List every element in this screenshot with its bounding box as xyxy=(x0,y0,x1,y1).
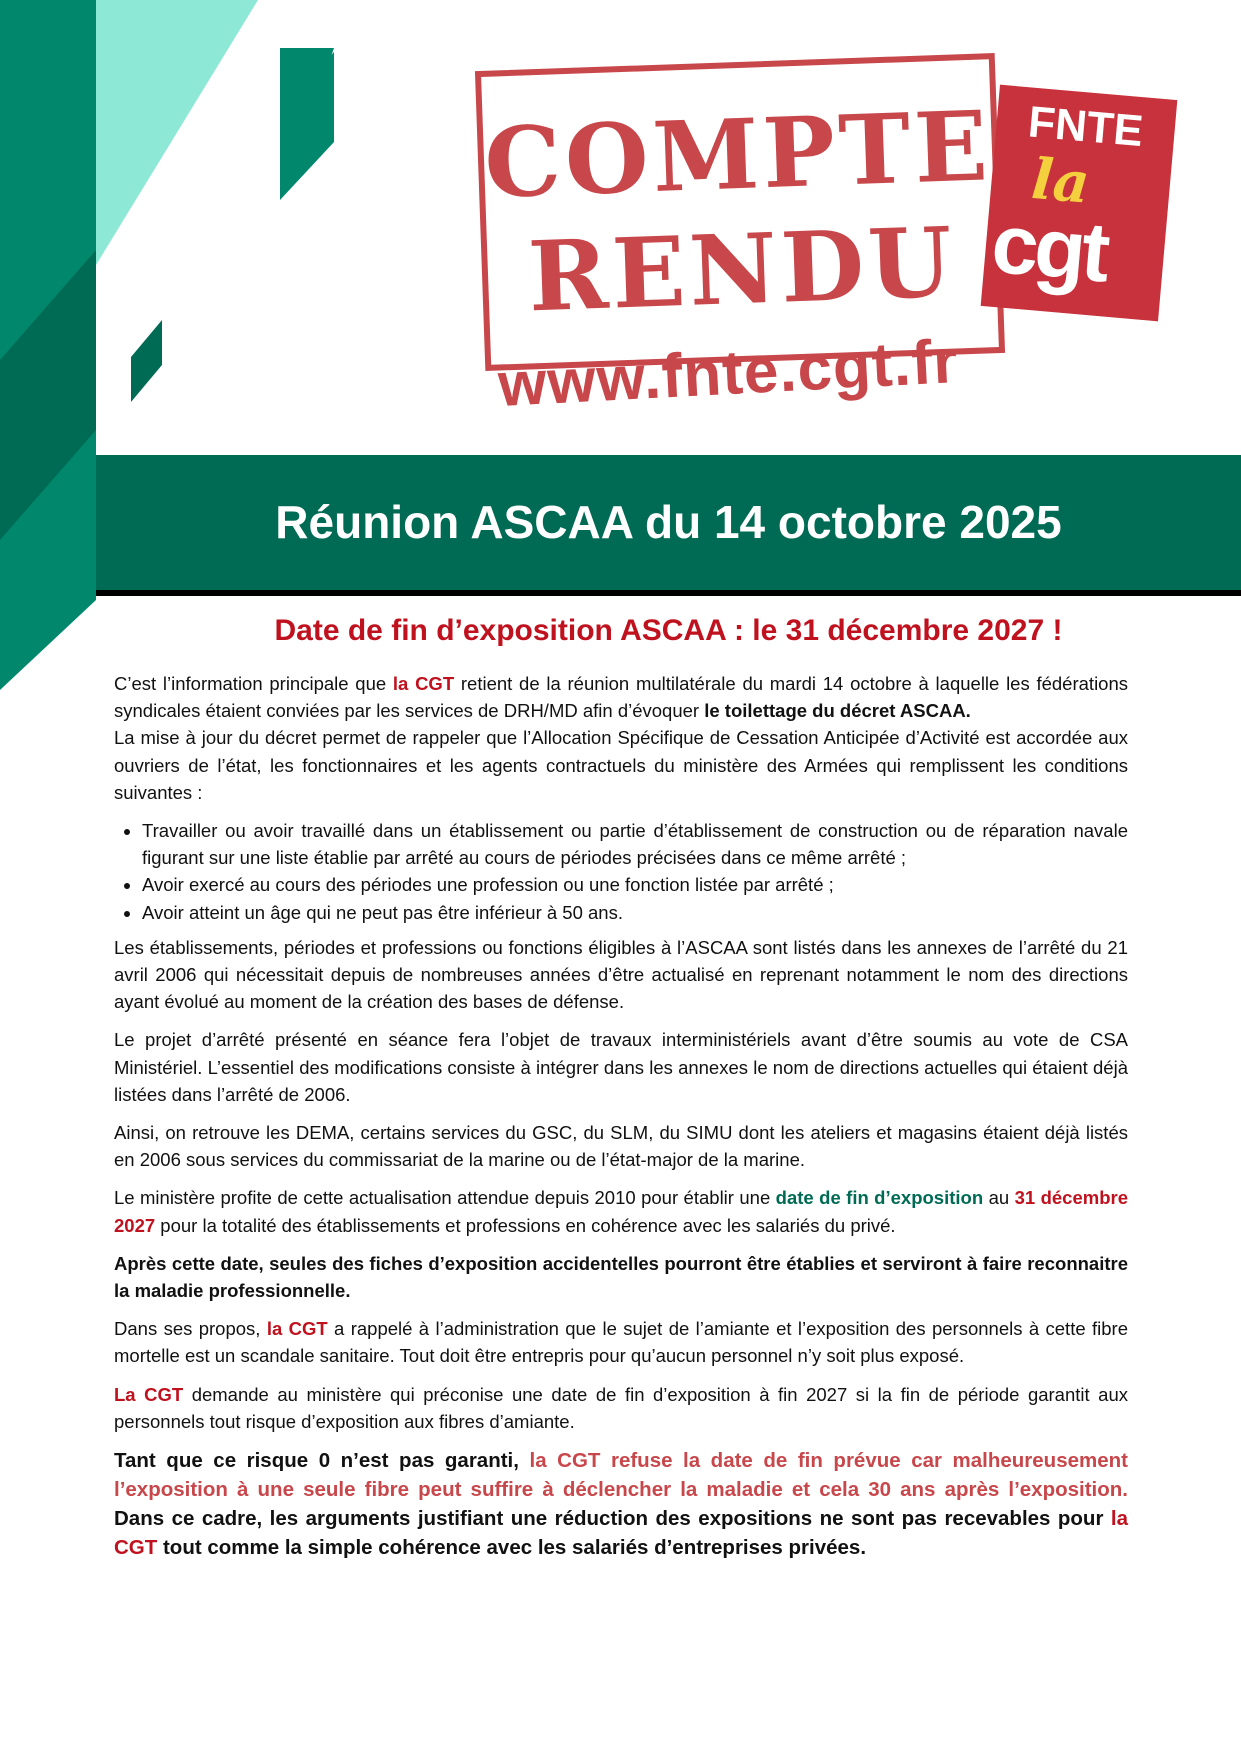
logo-cgt: cgt xyxy=(988,195,1110,300)
paragraph xyxy=(114,1381,1128,1435)
text-segment: la CGT refuse la date de fin prévue car malheureusement l’exposition à une seule fibre peut suffire à déclencher la maladie et cela 30 ans après l’exposition. xyxy=(114,1449,1128,1502)
page-title: Réunion ASCAA du 14 octobre 2025 xyxy=(275,496,1062,548)
paragraph xyxy=(114,1250,1128,1304)
text-segment: La mise à jour du décret permet de rappeler que l’Allocation Spécifique de Cessation Anticipée d’Activité est accordée aux ouvriers de l’état, les fonctionnaires et les agents contractuels du ministère des Armées qui remplissent les conditions suivantes : xyxy=(114,727,1128,803)
text-segment: 31 décembre 2027 xyxy=(114,1187,1128,1236)
text-segment: pour la totalité des établissements et professions en cohérence avec les salariés du privé. xyxy=(155,1214,896,1236)
text-segment: Le projet d’arrêté présenté en séance fera l’objet de travaux interministériels avant d’être soumis au vote de CSA Ministériel. L’essentiel des modifications consiste à intégrer dans les annexes le nom de directions actuelles qui étaient déjà listées dans l’arrêté de 2006. xyxy=(114,1029,1128,1105)
text-segment: la CGT xyxy=(266,1318,328,1340)
text-segment: la CGT xyxy=(392,673,455,694)
text-segment: Dans ses propos, xyxy=(114,1318,267,1340)
title-banner xyxy=(96,455,1241,596)
text-segment: Dans ce cadre, les arguments justifiant une réduction des expositions ne sont pas recevables pour xyxy=(114,1507,1111,1531)
stamp-line-2: RENDU xyxy=(526,205,958,334)
list-item: • Avoir atteint un âge qui ne peut pas être inférieur à 50 ans. xyxy=(142,899,1128,926)
paragraph xyxy=(114,1119,1128,1173)
intro-paragraphs xyxy=(114,670,1128,806)
compte-rendu-stamp xyxy=(475,53,1005,371)
list-item: • Avoir exercé au cours des périodes une profession ou une fonction listée par arrêté ; xyxy=(142,871,1128,898)
text-segment: Tant que ce risque 0 n’est pas garanti, xyxy=(114,1449,530,1473)
text-segment: a rappelé à l’administration que le sujet de l’amiante et l’exposition des personnels à cette fibre mortelle est un scandale sanitaire. Tout doit être entrepris pour qu’aucun personnel n’y soit plus exposé. xyxy=(114,1318,1128,1367)
fnte-cgt-logo xyxy=(981,85,1178,322)
stamp-line-1: COMPTE xyxy=(482,89,994,220)
logo-fnte: FNTE xyxy=(1026,97,1146,157)
text-segment: retient de la réunion multilatérale du mardi 14 octobre à laquelle les fédérations syndicales étaient conviées par les services de DRH/MD afin d’évoquer xyxy=(114,673,1129,722)
logo-la: la xyxy=(1029,145,1093,217)
paragraph xyxy=(114,724,1128,806)
paragraph xyxy=(114,1184,1128,1238)
text-segment: La CGT xyxy=(114,1383,184,1405)
text-segment: tout comme la simple cohérence avec les salariés d’entreprises privées. xyxy=(157,1536,867,1560)
text-segment: la CGT xyxy=(114,1507,1128,1560)
body-content xyxy=(114,670,1128,1573)
text-segment: C’est l’information principale que xyxy=(114,673,393,694)
text-segment: le toilettage du décret ASCAA. xyxy=(704,700,971,722)
list-item: • Travailler ou avoir travaillé dans un établissement ou partie d’établissement de construction ou de réparation navale figurant sur une liste établie par arrêté au cours de périodes précisées dans ce même arrêté ; xyxy=(142,817,1128,871)
text-segment: au xyxy=(983,1187,1015,1209)
body-paragraphs xyxy=(114,934,1128,1562)
text-segment: demande au ministère qui préconise une date de fin d’exposition à fin 2027 si la fin de période garantit aux personnels tout risque d’exposition aux fibres d’amiante. xyxy=(114,1383,1128,1432)
text-segment: Les établissements, périodes et professions ou fonctions éligibles à l’ASCAA sont listés dans les annexes de l’arrêté du 21 avril 2006 qui nécessitait depuis de nombreuses années d’être actualisé en reprenant notamment le nom des directions ayant évolué au moment de la création des bases de défense. xyxy=(114,936,1128,1013)
website-url[interactable]: www.fnte.cgt.fr xyxy=(496,326,960,421)
paragraph xyxy=(114,1026,1128,1108)
paragraph xyxy=(114,1315,1128,1369)
text-segment: Ainsi, on retrouve les DEMA, certains services du GSC, du SLM, du SIMU dont les ateliers et magasins étaient déjà listés en 2006 sous services du commissariat de la marine ou de l’état-major de la marine. xyxy=(114,1122,1128,1171)
paragraph xyxy=(114,1446,1128,1562)
text-segment: date de fin d’exposition xyxy=(775,1187,984,1209)
paragraph xyxy=(114,670,1128,724)
conditions-list xyxy=(114,817,1128,926)
paragraph xyxy=(114,934,1128,1016)
text-segment: Le ministère profite de cette actualisation attendue depuis 2010 pour établir une xyxy=(114,1187,776,1209)
subtitle: Date de fin d’exposition ASCAA : le 31 décembre 2027 ! xyxy=(274,614,1063,647)
text-segment: Après cette date, seules des fiches d’exposition accidentelles pourront être établies et serviront à faire reconnaitre la maladie professionnelle. xyxy=(114,1252,1128,1302)
